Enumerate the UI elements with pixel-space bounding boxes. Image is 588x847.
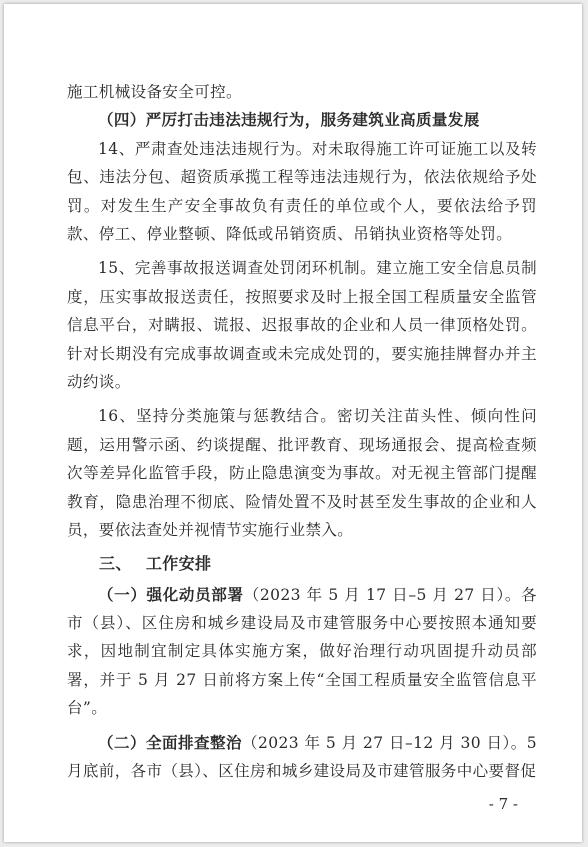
section-3-title: 工作安排: [145, 553, 212, 573]
item-14: 14、严肃查处违法违规行为。对未取得施工许可证施工以及转包、违法分包、超资质承揽工程等违法违规行为，依法依规给予处罚。对发生生产安全事故负有责任的单位或个人，要依法给予罚款、停工、停业整顿、降低或吊销资质、吊销执业资格等处罚。: [67, 139, 537, 244]
section-3-heading: [67, 549, 537, 579]
subsection-2: [67, 729, 537, 786]
subsection-1-title: （一）强化动员部署: [98, 584, 244, 604]
section-3-number: 三、: [99, 553, 132, 573]
subsection-1-text: （2023 年 5 月 17 日–5 月 27 日）。各市（县）、区住房和城乡建设局及市建管服务中心要按照本通知要求，因地制宜制定具体实施方案，做好治理行动巩固提升动员部署，并于 5 月 27 日前将方案上传“全国工程质量安全监管信息平台”。: [67, 585, 537, 718]
document-page: [4, 4, 582, 842]
page-number: - 7 -: [488, 795, 518, 813]
item-16: 16、坚持分类施策与惩教结合。密切关注苗头性、倾向性问题，运用警示函、约谈提醒、批评教育、现场通报会、提高检查频次等差异化监管手段，防止隐患演变为事故。对无视主管部门提醒教育，隐患治理不彻底、险情处置不及时甚至发生事故的企业和人员，要依法查处并视情节实施行业禁入。: [67, 407, 537, 540]
item-15: 15、完善事故报送调查处罚闭环机制。建立施工安全信息员制度，压实事故报送责任，按照要求及时上报全国工程质量安全监管信息平台，对瞒报、谎报、迟报事故的企业和人员一律顶格处罚。针对长期没有完成事故调查或未完成处罚的，要实施挂牌督办并主动约谈。: [67, 259, 537, 392]
subsection-1: [67, 581, 537, 723]
subsection-2-text: （2023 年 5 月 27 日–12 月 30 日）。5 月底前，各市（县）、区住房和城乡建设局及市建管服务中心要督促: [67, 733, 537, 780]
subsection-2-title: （二）全面排查整治: [98, 732, 243, 752]
document-body: [67, 78, 537, 785]
section-4-title: （四）严厉打击违法违规行为，服务建筑业高质量发展: [98, 110, 480, 130]
continuation-text: 施工机械设备安全可控。: [67, 83, 242, 101]
